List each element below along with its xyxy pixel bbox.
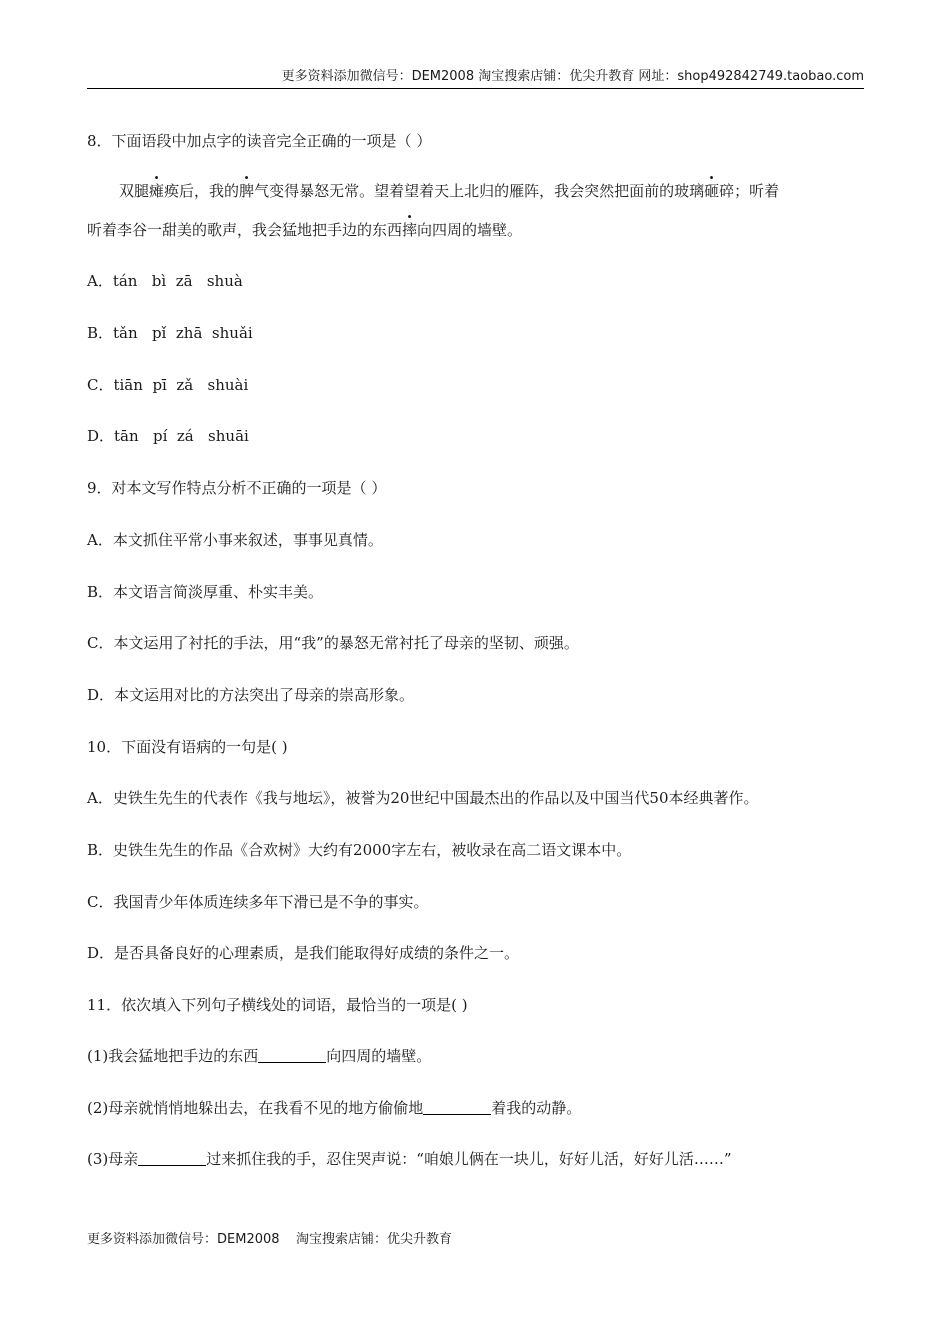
q10-option-a: A．史铁生先生的代表作《我与地坛》，被誉为20世纪中国最杰出的作品以及中国当代50本经典著作。 — [87, 789, 759, 807]
fill-blank — [423, 1099, 491, 1115]
q8-option-c: C．tiān pī zǎ shuài — [87, 376, 249, 394]
q11-stem: 11．依次填入下列句子横线处的词语，最恰当的一项是( ) — [87, 996, 468, 1014]
q11-sentence-2: (2)母亲就悄悄地躲出去，在我看不见的地方偷偷地 着我的动静。 — [87, 1099, 582, 1117]
q8-stem: 8．下面语段中加点字的读音完全正确的一项是（ ） — [87, 132, 432, 150]
dotted-char: 瘫 — [149, 182, 165, 200]
q8-option-b: B．tǎn pǐ zhā shuǎi — [87, 324, 253, 342]
fill-blank — [138, 1150, 206, 1166]
page-footer: 更多资料添加微信号：DEM2008 淘宝搜索店铺：优尖升教育 — [87, 1232, 453, 1247]
q9-option-c: C．本文运用了衬托的手法，用“我”的暴怒无常衬托了母亲的坚韧、顽强。 — [87, 634, 579, 652]
q8-option-d: D．tān pí zá shuāi — [87, 427, 249, 445]
q11-sentence-1: (1)我会猛地把手边的东西 向四周的墙壁。 — [87, 1047, 432, 1065]
q9-option-b: B．本文语言简淡厚重、朴实丰美。 — [87, 583, 324, 601]
page-header: 更多资料添加微信号：DEM2008 淘宝搜索店铺：优尖升教育 网址：shop492842749.taobao.com — [87, 66, 864, 89]
q10-stem: 10．下面没有语病的一句是( ) — [87, 738, 288, 756]
dotted-char: 脾 — [239, 182, 255, 200]
q10-option-c: C．我国青少年体质连续多年下滑已是不争的事实。 — [87, 893, 429, 911]
q10-option-d: D．是否具备良好的心理素质，是我们能取得好成绩的条件之一。 — [87, 944, 520, 962]
fill-blank — [258, 1047, 326, 1063]
q10-option-b: B．史铁生先生的作品《合欢树》大约有2000字左右，被收录在高二语文课本中。 — [87, 841, 632, 859]
q8-passage-line1: 双腿瘫痪后，我的脾气变得暴怒无常。望着望着天上北归的雁阵，我会突然把面前的玻璃砸碎；听着 — [119, 182, 780, 200]
q11-sentence-3: (3)母亲 过来抓住我的手，忍住哭声说：“咱娘儿俩在一块儿，好好儿活，好好儿活……” — [87, 1150, 732, 1168]
dotted-char: 砸 — [704, 182, 720, 200]
q9-stem: 9．对本文写作特点分析不正确的一项是（ ） — [87, 479, 387, 497]
q9-option-d: D．本文运用对比的方法突出了母亲的崇高形象。 — [87, 686, 415, 704]
q9-option-a: A．本文抓住平常小事来叙述，事事见真情。 — [87, 531, 383, 549]
dotted-char: 摔 — [402, 221, 418, 239]
q8-passage-line2: 听着李谷一甜美的歌声，我会猛地把手边的东西摔向四周的墙壁。 — [87, 221, 523, 239]
q8-option-a: A．tán bì zā shuà — [87, 272, 243, 290]
